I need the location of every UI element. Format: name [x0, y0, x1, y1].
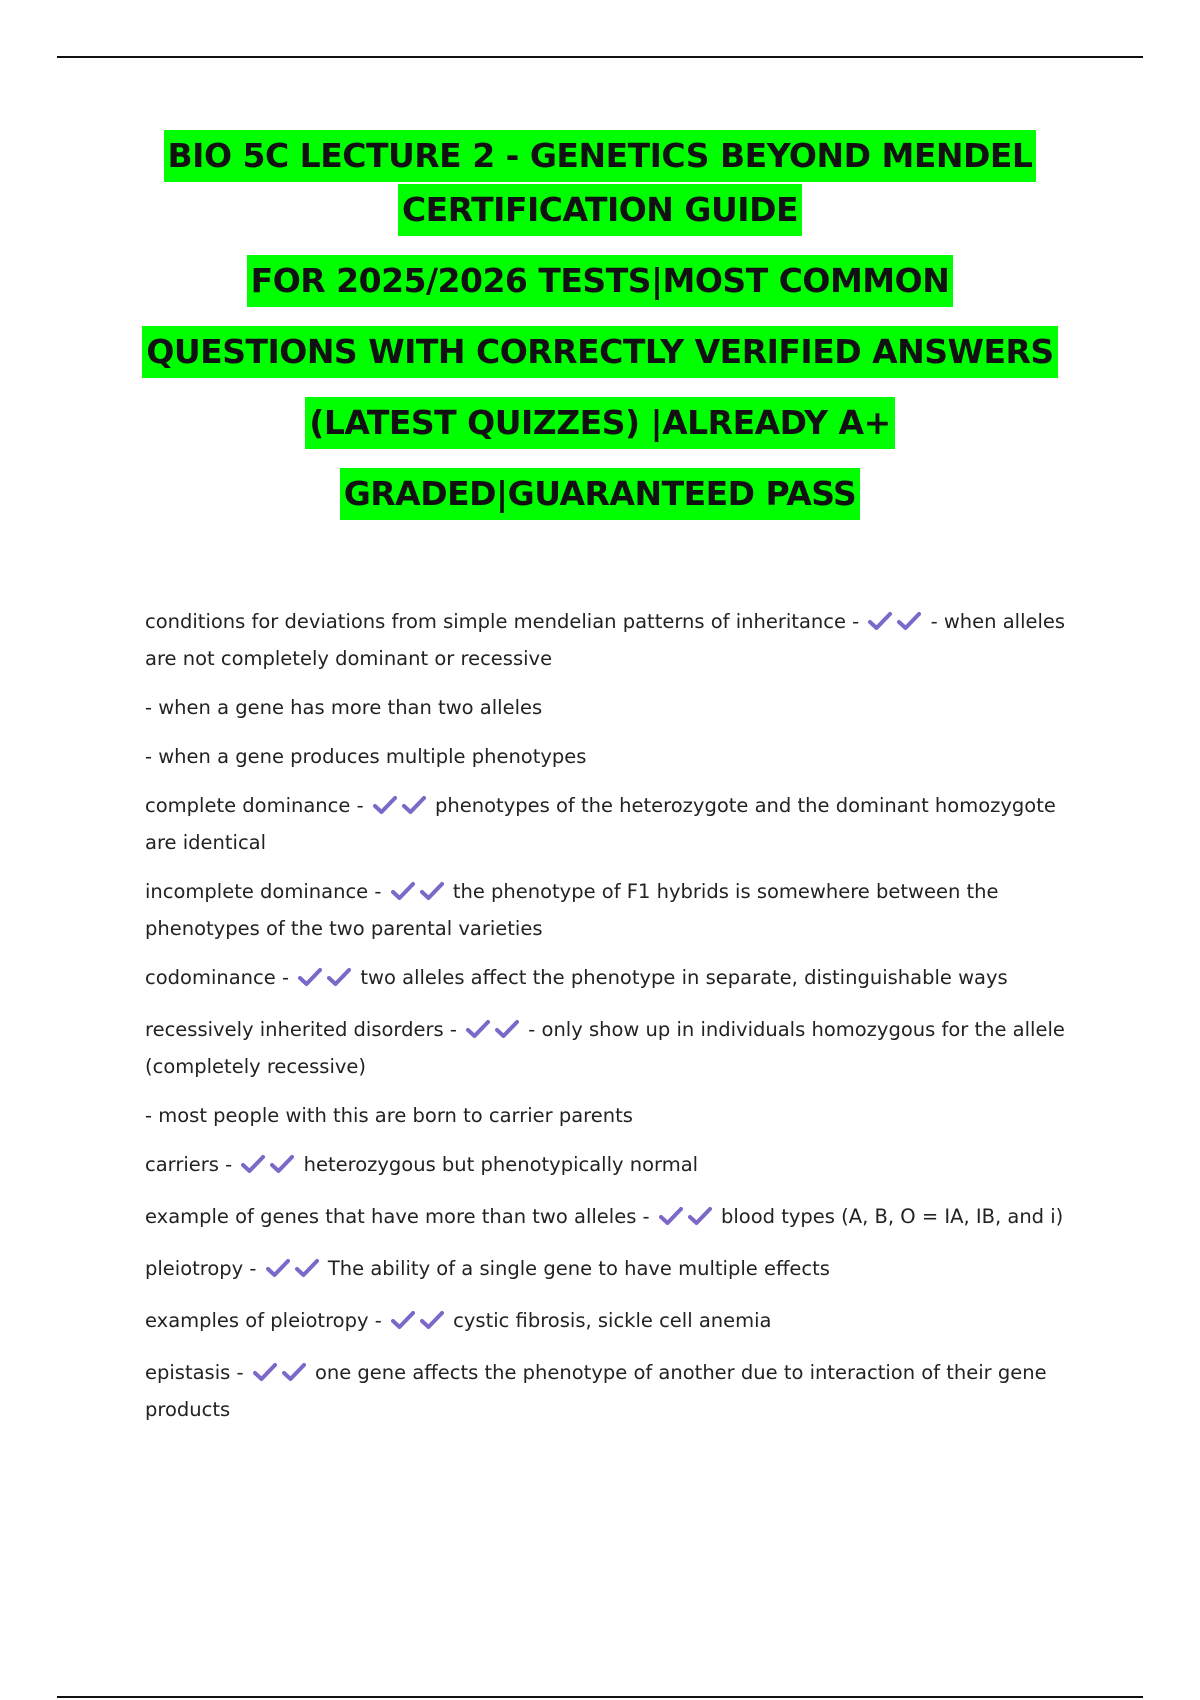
- entry-term: incomplete dominance -: [145, 880, 382, 903]
- title-line: BIO 5C LECTURE 2 - GENETICS BEYOND MENDEL: [100, 138, 1100, 174]
- verified-checkmarks: [659, 1203, 712, 1237]
- entry-definition: heterozygous but phenotypically normal: [303, 1153, 699, 1176]
- check-mark-icon: [688, 1206, 712, 1226]
- check-mark-icon: [253, 1362, 277, 1382]
- qa-entry: [145, 1304, 1080, 1341]
- entry-definition: blood types (A, B, O = IA, IB, and i): [721, 1205, 1064, 1228]
- qa-entry: [145, 1252, 1080, 1289]
- check-mark-icon: [495, 1019, 519, 1039]
- check-mark-icon: [266, 1258, 290, 1278]
- check-mark-icon: [420, 1310, 444, 1330]
- entry-definition: the phenotype of F1 hybrids is somewhere between the phenotypes of the two parental varieties: [145, 880, 999, 940]
- entry-term: carriers -: [145, 1153, 233, 1176]
- check-mark-icon: [298, 967, 322, 987]
- check-mark-icon: [391, 1310, 415, 1330]
- entry-definition: - when a gene produces multiple phenotypes: [145, 745, 587, 768]
- verified-checkmarks: [266, 1255, 319, 1289]
- verified-checkmarks: [391, 1307, 444, 1341]
- check-mark-icon: [868, 611, 892, 631]
- title-line: GRADED|GUARANTEED PASS: [100, 476, 1100, 512]
- check-mark-icon: [466, 1019, 490, 1039]
- check-mark-icon: [420, 881, 444, 901]
- qa-entry: [145, 1356, 1080, 1427]
- verified-checkmarks: [466, 1016, 519, 1050]
- bottom-divider: [57, 1696, 1143, 1698]
- qa-entry: [145, 740, 1080, 774]
- check-mark-icon: [295, 1258, 319, 1278]
- document-title: [100, 138, 1100, 513]
- verified-checkmarks: [868, 608, 921, 642]
- entry-definition: cystic fibrosis, sickle cell anemia: [453, 1309, 772, 1332]
- check-mark-icon: [391, 881, 415, 901]
- verified-checkmarks: [241, 1151, 294, 1185]
- entry-term: example of genes that have more than two alleles -: [145, 1205, 650, 1228]
- verified-checkmarks: [373, 792, 426, 826]
- check-mark-icon: [373, 795, 397, 815]
- verified-checkmarks: [298, 964, 351, 998]
- verified-checkmarks: [391, 878, 444, 912]
- entry-definition: - when a gene has more than two alleles: [145, 696, 543, 719]
- check-mark-icon: [659, 1206, 683, 1226]
- check-mark-icon: [282, 1362, 306, 1382]
- qa-entry: [145, 875, 1080, 946]
- entry-term: examples of pleiotropy -: [145, 1309, 382, 1332]
- check-mark-icon: [270, 1154, 294, 1174]
- title-line: QUESTIONS WITH CORRECTLY VERIFIED ANSWERS: [100, 334, 1100, 370]
- qa-entry: [145, 961, 1080, 998]
- entry-definition: - only show up in individuals homozygous for the allele (completely recessive): [145, 1018, 1065, 1078]
- entry-definition: - most people with this are born to carrier parents: [145, 1104, 633, 1127]
- qa-entry: [145, 1013, 1080, 1084]
- check-mark-icon: [241, 1154, 265, 1174]
- entry-term: epistasis -: [145, 1361, 244, 1384]
- entry-term: complete dominance -: [145, 794, 364, 817]
- entry-definition: one gene affects the phenotype of another due to interaction of their gene products: [145, 1361, 1047, 1421]
- top-divider: [57, 56, 1143, 58]
- verified-checkmarks: [253, 1359, 306, 1393]
- qa-entry: [145, 605, 1080, 676]
- check-mark-icon: [897, 611, 921, 631]
- entry-term: pleiotropy -: [145, 1257, 257, 1280]
- entry-definition: The ability of a single gene to have multiple effects: [327, 1257, 830, 1280]
- title-line: (LATEST QUIZZES) |ALREADY A+: [100, 405, 1100, 441]
- check-mark-icon: [402, 795, 426, 815]
- title-line: FOR 2025/2026 TESTS|MOST COMMON: [100, 263, 1100, 299]
- entry-definition: two alleles affect the phenotype in separate, distinguishable ways: [360, 966, 1008, 989]
- qa-entry: [145, 1148, 1080, 1185]
- entry-term: codominance -: [145, 966, 289, 989]
- check-mark-icon: [327, 967, 351, 987]
- entry-term: conditions for deviations from simple mendelian patterns of inheritance -: [145, 610, 860, 633]
- entry-term: recessively inherited disorders -: [145, 1018, 457, 1041]
- qa-entry: [145, 1099, 1080, 1133]
- qa-entry: [145, 1200, 1080, 1237]
- qa-entry: [145, 691, 1080, 725]
- title-line: CERTIFICATION GUIDE: [100, 192, 1100, 228]
- qa-entry: [145, 789, 1080, 860]
- study-guide-content: [145, 605, 1080, 1442]
- entry-definition: phenotypes of the heterozygote and the dominant homozygote are identical: [145, 794, 1056, 854]
- entry-definition: - when alleles are not completely dominant or recessive: [145, 610, 1066, 670]
